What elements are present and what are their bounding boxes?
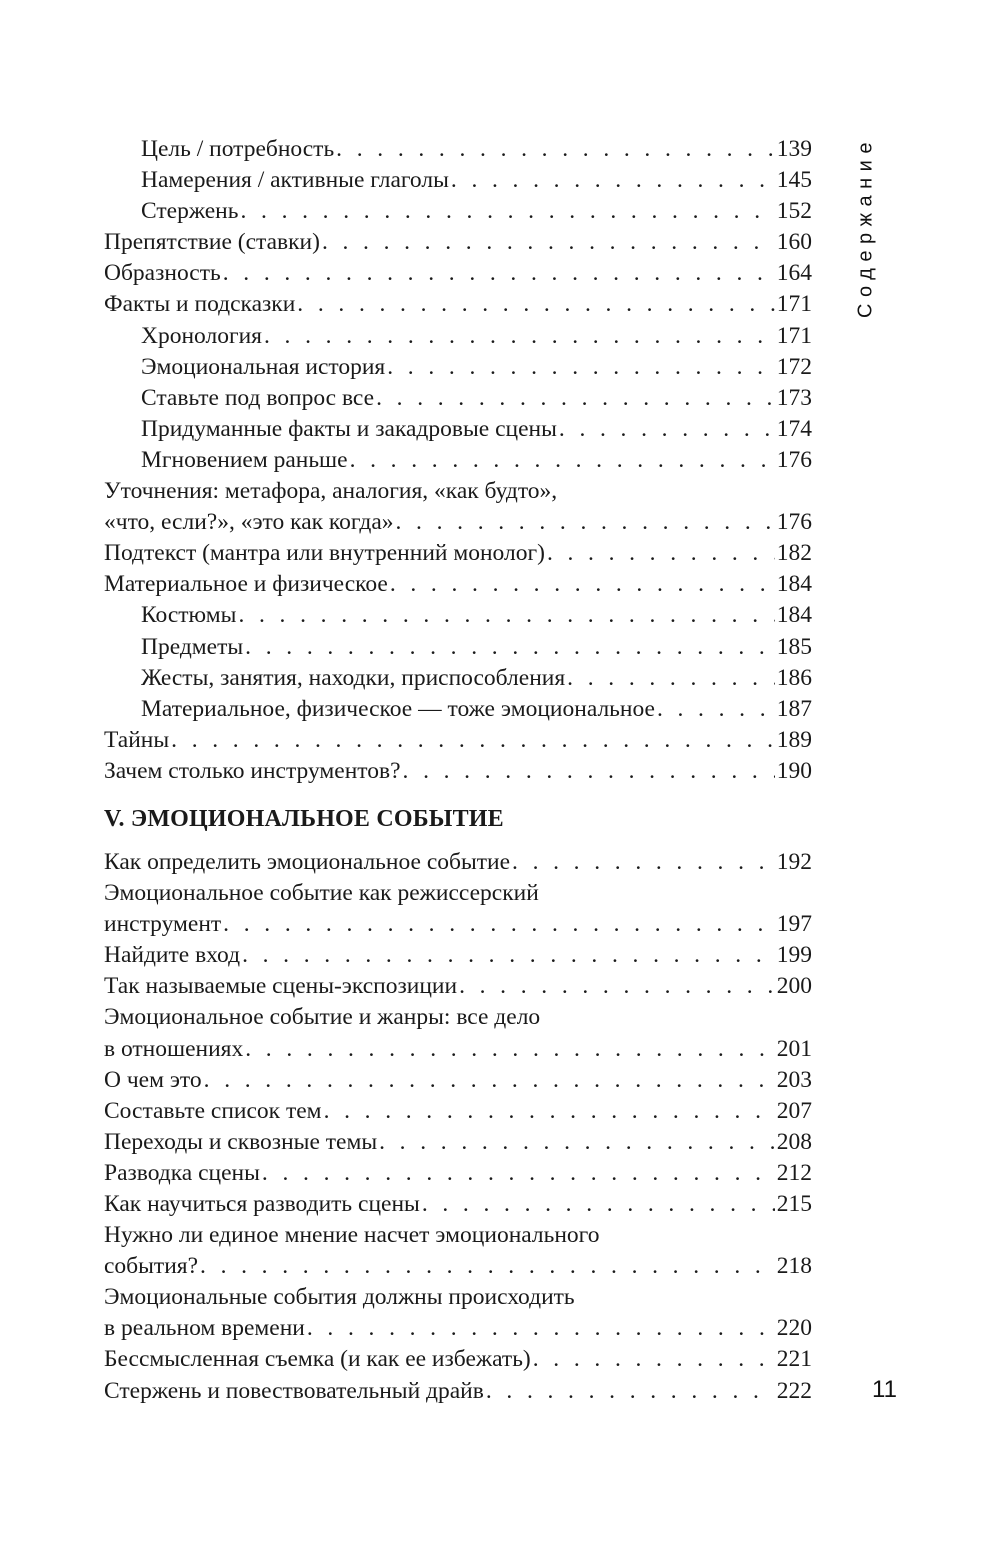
dot-leader bbox=[403, 756, 775, 787]
toc-entry[interactable] bbox=[104, 538, 812, 569]
toc-entry-page: 187 bbox=[776, 695, 812, 722]
toc-entry[interactable] bbox=[104, 725, 812, 756]
toc-entry-title: Нужно ли единое мнение насчет эмоционального bbox=[104, 1222, 600, 1249]
toc-entry-title: Жесты, занятия, находки, приспособления bbox=[141, 664, 566, 691]
toc-entry-page: 218 bbox=[776, 1253, 812, 1280]
toc-entry-page: 208 bbox=[776, 1128, 812, 1155]
toc-entry-page: 171 bbox=[776, 322, 812, 349]
toc-entry-line1[interactable] bbox=[104, 1282, 812, 1313]
dot-leader bbox=[422, 1189, 775, 1220]
dot-leader bbox=[262, 1158, 775, 1189]
toc-entry-title: Как определить эмоциональное событие bbox=[104, 848, 511, 875]
dot-leader bbox=[171, 725, 775, 756]
toc-entry-page: 222 bbox=[776, 1377, 812, 1404]
dot-leader bbox=[336, 134, 775, 165]
toc-entry[interactable] bbox=[104, 258, 812, 289]
toc-entry[interactable] bbox=[104, 321, 812, 352]
toc-entry-page: 174 bbox=[776, 415, 812, 442]
toc-entry-title: Намерения / активные глаголы bbox=[141, 167, 449, 194]
table-of-contents bbox=[104, 134, 812, 1407]
toc-entry-title: Эмоциональная история bbox=[141, 353, 386, 380]
toc-entry-page: 197 bbox=[776, 911, 812, 938]
toc-entry-line1[interactable] bbox=[104, 1002, 812, 1033]
dot-leader bbox=[387, 352, 775, 383]
toc-entry[interactable] bbox=[104, 909, 812, 940]
toc-entry-title: в реальном времени bbox=[104, 1315, 305, 1342]
dot-leader bbox=[451, 165, 775, 196]
toc-entry-page: 182 bbox=[776, 540, 812, 567]
toc-entry-page: 160 bbox=[776, 229, 812, 256]
toc-entry[interactable] bbox=[104, 507, 812, 538]
dot-leader bbox=[264, 321, 775, 352]
dot-leader bbox=[322, 227, 775, 258]
dot-leader bbox=[200, 1251, 775, 1282]
toc-entry-page: 212 bbox=[776, 1159, 812, 1186]
dot-leader bbox=[376, 383, 775, 414]
toc-entry-title: Так называемые сцены-экспозиции bbox=[104, 973, 458, 1000]
toc-entry-page: 176 bbox=[776, 509, 812, 536]
toc-entry-title: Стержень bbox=[141, 198, 239, 225]
dot-leader bbox=[204, 1065, 775, 1096]
toc-entry-title: Найдите вход bbox=[104, 942, 241, 969]
toc-entry-title: Эмоциональные события должны происходить bbox=[104, 1284, 575, 1311]
toc-entry[interactable] bbox=[104, 971, 812, 1002]
toc-entry-title: Придуманные факты и закадровые сцены bbox=[141, 415, 557, 442]
dot-leader bbox=[350, 445, 775, 476]
dot-leader bbox=[245, 632, 775, 663]
dot-leader bbox=[223, 909, 775, 940]
toc-entry-line1[interactable] bbox=[104, 1220, 812, 1251]
toc-entry[interactable] bbox=[104, 1376, 812, 1407]
dot-leader bbox=[324, 1096, 775, 1127]
dot-leader bbox=[396, 507, 775, 538]
toc-entry-page: 152 bbox=[776, 198, 812, 225]
toc-entry-page: 186 bbox=[776, 664, 812, 691]
toc-entry-page: 172 bbox=[776, 353, 812, 380]
dot-leader bbox=[657, 694, 775, 725]
toc-entry-title: Предметы bbox=[141, 633, 244, 660]
toc-entry[interactable] bbox=[104, 632, 812, 663]
toc-entry-title: Препятствие (ставки) bbox=[104, 229, 320, 256]
toc-entry-page: 139 bbox=[776, 136, 812, 162]
toc-entry-title: Составьте список тем bbox=[104, 1097, 322, 1124]
toc-entry-title: Как научиться разводить сцены bbox=[104, 1191, 420, 1217]
page-number: 11 bbox=[872, 1376, 897, 1403]
toc-entry[interactable] bbox=[104, 1313, 812, 1344]
toc-entry-line1[interactable] bbox=[104, 476, 812, 507]
toc-entry-title: Образность bbox=[104, 260, 221, 287]
toc-entry-title: Костюмы bbox=[141, 602, 237, 629]
toc-entry[interactable] bbox=[104, 165, 812, 196]
toc-entry-page: 200 bbox=[776, 973, 812, 1000]
running-head bbox=[846, 132, 886, 322]
toc-entry[interactable] bbox=[104, 600, 812, 631]
toc-entry-title: Эмоциональное событие как режиссерский bbox=[104, 880, 539, 907]
toc-entry[interactable] bbox=[104, 847, 812, 878]
toc-entry-page: 215 bbox=[776, 1191, 812, 1217]
toc-entry-title: Зачем столько инструментов? bbox=[104, 757, 401, 784]
toc-entry-page: 145 bbox=[776, 167, 812, 194]
toc-entry-page: 185 bbox=[776, 633, 812, 660]
toc-entry-page: 199 bbox=[776, 942, 812, 969]
dot-leader bbox=[307, 1313, 775, 1344]
dot-leader bbox=[379, 1127, 775, 1158]
toc-entry-title: Материальное, физическое — тоже эмоциональное bbox=[141, 695, 655, 722]
toc-entry[interactable] bbox=[104, 1189, 812, 1220]
toc-entry-title: Эмоциональное событие и жанры: все дело bbox=[104, 1004, 541, 1031]
toc-entry-title: Подтекст (мантра или внутренний монолог) bbox=[104, 540, 545, 567]
dot-leader bbox=[242, 940, 775, 971]
toc-entry-page: 176 bbox=[776, 446, 812, 473]
toc-entry-title: Мгновением раньше bbox=[141, 446, 348, 473]
dot-leader bbox=[297, 289, 774, 320]
toc-entry-page: 173 bbox=[776, 384, 812, 411]
toc-entry-title: инструмент bbox=[104, 911, 222, 938]
dot-leader bbox=[240, 196, 774, 227]
toc-entry[interactable] bbox=[104, 694, 812, 725]
toc-entry[interactable] bbox=[104, 445, 812, 476]
dot-leader bbox=[547, 538, 775, 569]
toc-entry[interactable] bbox=[104, 756, 812, 787]
toc-entry[interactable] bbox=[104, 227, 812, 258]
dot-leader bbox=[512, 847, 775, 878]
toc-entry-title: «что, если?», «это как когда» bbox=[104, 509, 394, 536]
toc-entry-title: Ставьте под вопрос все bbox=[141, 384, 375, 411]
toc-entry-page: 207 bbox=[776, 1097, 812, 1124]
toc-entry[interactable] bbox=[104, 352, 812, 383]
dot-leader bbox=[223, 258, 775, 289]
toc-entry[interactable] bbox=[104, 134, 812, 165]
running-head-text: Содержание bbox=[854, 136, 877, 318]
toc-entry-title: в отношениях bbox=[104, 1035, 244, 1062]
toc-entry-title: О чем это bbox=[104, 1066, 202, 1093]
dot-leader bbox=[559, 414, 775, 445]
dot-leader bbox=[533, 1344, 775, 1375]
dot-leader bbox=[459, 971, 775, 1002]
toc-entry[interactable] bbox=[104, 1251, 812, 1282]
toc-entry-page: 190 bbox=[776, 757, 812, 784]
toc-entry-title: Материальное и физическое bbox=[104, 571, 388, 598]
toc-entry[interactable] bbox=[104, 1127, 812, 1158]
toc-entry-page: 164 bbox=[776, 260, 812, 287]
dot-leader bbox=[245, 1034, 775, 1065]
toc-entry-page: 189 bbox=[776, 726, 812, 753]
toc-entry-title: Стержень и повествовательный драйв bbox=[104, 1377, 484, 1404]
toc-entry-page: 171 bbox=[776, 291, 812, 318]
toc-entry-title: Бессмысленная съемка (и как ее избежать) bbox=[104, 1346, 531, 1373]
toc-entry[interactable] bbox=[104, 1034, 812, 1065]
toc-entry-title: Тайны bbox=[104, 726, 170, 753]
dot-leader bbox=[486, 1376, 775, 1407]
toc-entry[interactable] bbox=[104, 1096, 812, 1127]
toc-entry[interactable] bbox=[104, 383, 812, 414]
toc-entry[interactable] bbox=[104, 1158, 812, 1189]
toc-entry-line1[interactable] bbox=[104, 878, 812, 909]
toc-entry[interactable] bbox=[104, 1065, 812, 1096]
toc-entry-title: события? bbox=[104, 1253, 199, 1280]
dot-leader bbox=[567, 663, 775, 694]
toc-entry[interactable] bbox=[104, 289, 812, 320]
toc-entry-page: 184 bbox=[776, 602, 812, 629]
toc-entry-page: 220 bbox=[776, 1315, 812, 1342]
toc-entry-page: 201 bbox=[776, 1035, 812, 1062]
toc-entry[interactable] bbox=[104, 569, 812, 600]
toc-entry-title: Хронология bbox=[141, 322, 262, 349]
dot-leader bbox=[390, 569, 775, 600]
toc-entry[interactable] bbox=[104, 196, 812, 227]
toc-entry-title: Разводка сцены bbox=[104, 1159, 260, 1186]
toc-entry-page: 184 bbox=[776, 571, 812, 598]
toc-entry[interactable] bbox=[104, 414, 812, 445]
dot-leader bbox=[238, 600, 774, 631]
toc-entry-page: 192 bbox=[776, 848, 812, 875]
toc-entry-title: Переходы и сквозные темы bbox=[104, 1128, 378, 1155]
toc-entry-page: 203 bbox=[776, 1066, 812, 1093]
toc-entry-title: Цель / потребность bbox=[141, 136, 335, 162]
section-heading[interactable]: V. ЭМОЦИОНАЛЬНОЕ СОБЫТИЕ bbox=[104, 805, 504, 832]
toc-entry[interactable] bbox=[104, 663, 812, 694]
toc-entry-page: 221 bbox=[776, 1346, 812, 1373]
toc-entry-title: Уточнения: метафора, аналогия, «как будто», bbox=[104, 478, 558, 505]
toc-entry-title: Факты и подсказки bbox=[104, 291, 296, 318]
toc-entry[interactable] bbox=[104, 940, 812, 971]
toc-entry[interactable] bbox=[104, 1344, 812, 1375]
